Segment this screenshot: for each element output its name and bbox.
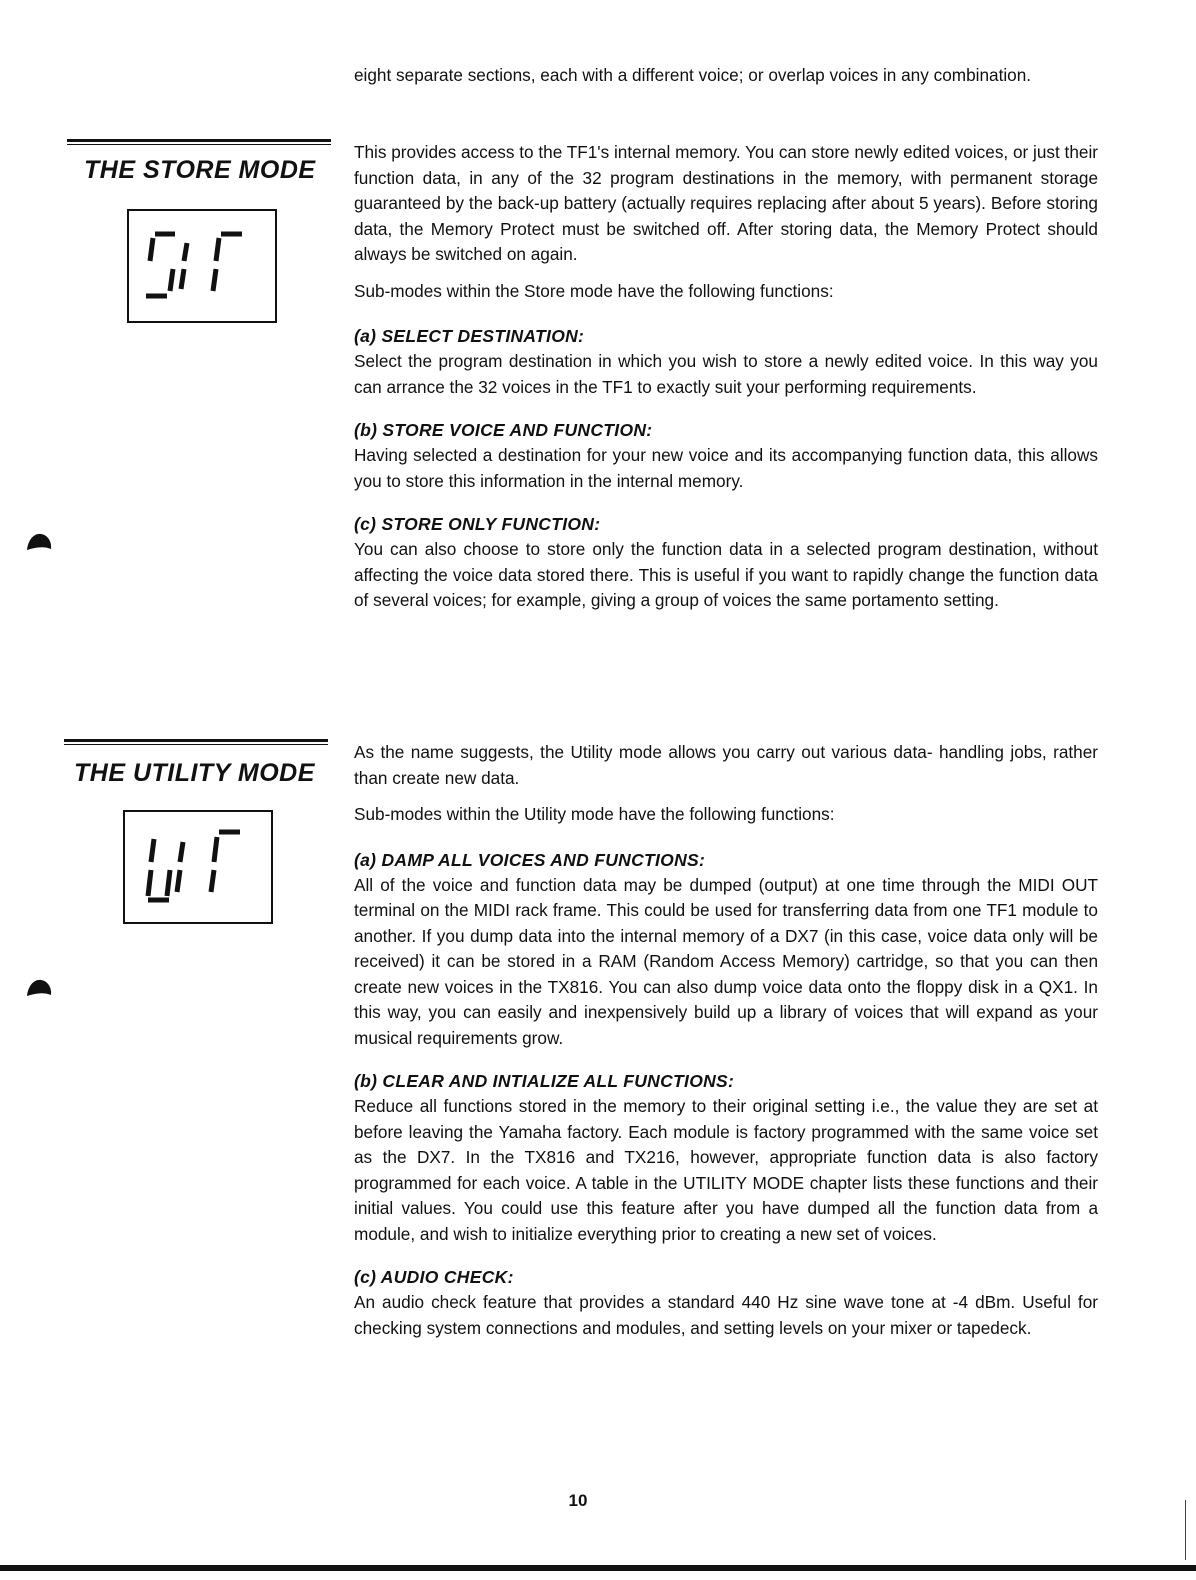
utility-mode-heading: THE UTILITY MODE <box>74 759 315 787</box>
store-submode-c-text: You can also choose to store only the function data in a selected program destination, without affecting the voice data stored there. This is useful if you want to rapidly change the function data of several voices; for example, giving a group of voices the same portamento setting. <box>354 539 1098 610</box>
store-submode-a-title: (a) SELECT DESTINATION: <box>354 326 585 346</box>
page-number: 10 <box>568 1491 588 1510</box>
store-submodes-intro: Sub-modes within the Store mode have the following functions: <box>354 280 834 301</box>
binder-hole-mark <box>24 976 54 1002</box>
utility-submode-a-text: All of the voice and function data may be dumped (output) at one time through the MIDI OUT terminal on the MIDI rack frame. This could be used for transferring data from one TF1 module to another. If you dump data into the internal memory of a DX7 (in this case, voice data only will be received) it can be stored in a RAM (Random Access Memory) cartridge, so that you can then create new voices in the TX816. You can also dump voice data onto the floppy disk in a QX1. In this way, you can easily and inexpensively build up a library of voices that will expand as your musical requirements grow. <box>354 874 1098 1048</box>
scan-edge-mark <box>1185 1500 1186 1560</box>
store-mode-lcd-display <box>127 209 277 323</box>
intro-paragraph <box>354 63 1098 89</box>
utility-mode-lcd-display <box>123 810 273 924</box>
store-submode-b-text: Having selected a destination for your new voice and its accompanying function data, this allows you to store this information in the internal memory. <box>354 445 1098 491</box>
lcd-segments-ur <box>125 812 271 922</box>
store-mode-heading: THE STORE MODE <box>84 156 316 184</box>
store-mode-section <box>354 140 1098 614</box>
utility-submode-b-text: Reduce all functions stored in the memory to their original setting i.e., the value they are set at before leaving the Yamaha factory. Each module is factory programmed with the same voice set as the DX7. In the TX816 and TX216, however, appropriate function data is also factory programmed for each voice. A table in the UTILITY MODE chapter lists these functions and their initial values. You could use this feature after you have dumped all the function data from a module, and wish to initialize everything prior to creating a new set of voices. <box>354 1096 1098 1244</box>
store-submode-c-title: (c) STORE ONLY FUNCTION: <box>354 514 601 534</box>
utility-submode-c-title: (c) AUDIO CHECK: <box>354 1267 514 1287</box>
utility-mode-intro: As the name suggests, the Utility mode allows you carry out various data- handling jobs, rather than create new data. <box>354 742 1098 788</box>
utility-submode-b-title: (b) CLEAR AND INTIALIZE ALL FUNCTIONS: <box>354 1071 735 1091</box>
section-rule <box>64 739 328 745</box>
store-mode-intro: This provides access to the TF1's internal memory. You can store newly edited voices, or just their function data, in any of the 32 program destinations in the memory, with permanent storage guaranteed by the back-up battery (actually requires replacing after about 5 years). Before storing data, the Memory Protect must be switched off. After storing data, the Memory Protect should always be switched on again. <box>354 142 1098 264</box>
section-rule <box>67 139 331 145</box>
intro-text: eight separate sections, each with a different voice; or overlap voices in any combination. <box>354 65 1032 85</box>
scan-bottom-edge <box>0 1565 1196 1571</box>
store-submode-b-title: (b) STORE VOICE AND FUNCTION: <box>354 420 653 440</box>
utility-submode-c-text: An audio check feature that provides a standard 440 Hz sine wave tone at -4 dBm. Useful for checking system connections and modules, and setting levels on your mixer or tapedeck. <box>354 1292 1098 1338</box>
binder-hole-mark <box>24 530 54 556</box>
store-submode-a-text: Select the program destination in which you wish to store a newly edited voice. In this way you can arrance the 32 voices in the TF1 to exactly suit your performing requirements. <box>354 351 1098 397</box>
utility-mode-section <box>354 740 1098 1341</box>
lcd-segments-sr <box>129 211 275 321</box>
utility-submode-a-title: (a) DAMP ALL VOICES AND FUNCTIONS: <box>354 849 706 870</box>
utility-submodes-intro: Sub-modes within the Utility mode have the following functions: <box>354 804 835 824</box>
